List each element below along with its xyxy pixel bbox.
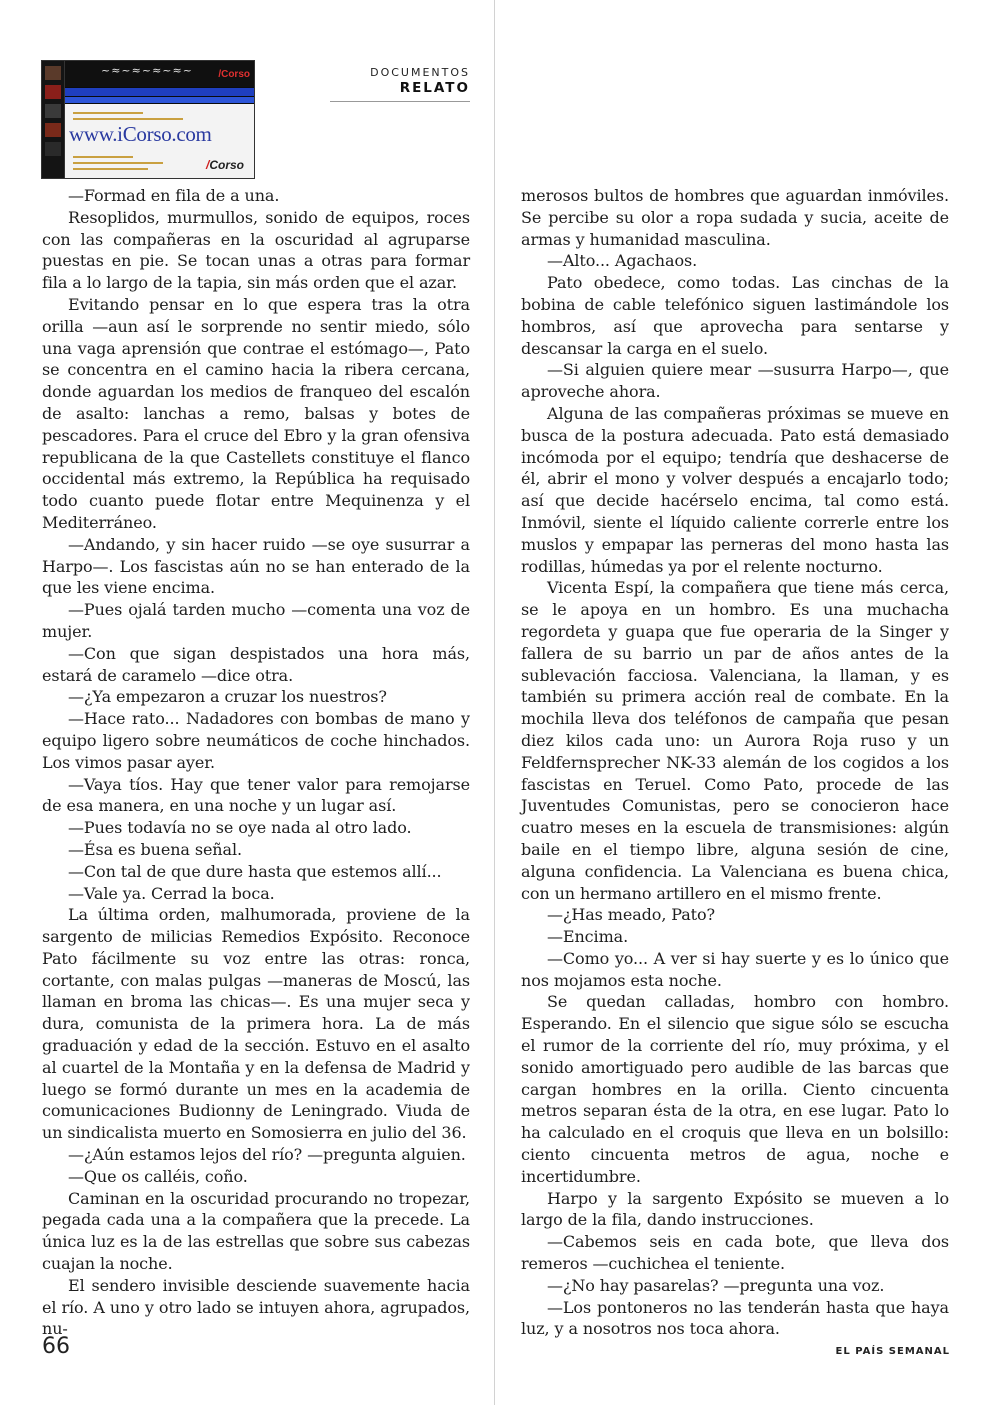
header-rule: [330, 101, 470, 102]
paragraph: merosos bultos de hombres que aguardan inmóviles. Se percibe su olor a ropa sudada y sucia, aceite de armas y humanidad masculina.: [521, 186, 949, 249]
paragraph: Alguna de las compañeras próximas se mueve en busca de la postura adecuada. Pato está demasiado incómoda por el equipo; tendría que deshacerse de él, abrir el mono y volver después a encajarlo todo; así que decide hacérselo encima, tal como está. Inmóvil, siente el líquido caliente correrle entre los muslos y empapar las perneras del mono hasta las rodillas, húmedas ya por el relente nocturno.: [521, 403, 949, 576]
paragraph: El sendero invisible desciende suavemente hacia el río. A uno y otro lado se intuyen ahora, agrupados, nu-: [42, 1275, 470, 1339]
paragraph: Resoplidos, murmullos, sonido de equipos, roces con las compañeras en la oscuridad al agruparse puestas en pie. Se tocan unas a otras para formar fila a lo largo de la tapia, sin más orden que el azar.: [42, 207, 470, 293]
paragraph: —Si alguien quiere mear —susurra Harpo—, que aproveche ahora.: [521, 360, 949, 402]
thumbnail-corso-logo-small: /Corso: [218, 69, 250, 80]
section-label: DOCUMENTOS: [370, 66, 470, 79]
right-column: [521, 185, 949, 1340]
subsection-label: RELATO: [399, 80, 470, 96]
paragraph: —Vale ya. Cerrad la boca.: [68, 883, 275, 903]
thumbnail-url: www.iCorso.com: [69, 122, 212, 146]
paragraph: —Encima.: [547, 927, 629, 947]
paragraph: Se quedan calladas, hombro con hombro. Esperando. En el silencio que sigue sólo se escucha el rumor de la corriente del río, muy próxima, y el sonido amortiguado pero audible de las barcas que cargan hombres en la orilla. Ciento cincuenta metros separan ésta de la otra, en ese lugar. Pato lo ha calculado en el croquis que lleva en un bolsillo: ciento cincuenta metros de agua, noche e incertidumbre.: [521, 992, 949, 1186]
paragraph: —¿No hay pasarelas? —pregunta una voz.: [547, 1275, 885, 1295]
paragraph: —Que os calléis, coño.: [68, 1166, 248, 1186]
left-column: [42, 185, 470, 1340]
paragraph: —Ésa es buena señal.: [68, 839, 242, 859]
thumbnail-nav-bar: [65, 88, 254, 96]
thumbnail-subnav-bar: [65, 97, 254, 103]
paragraph: —Vaya tíos. Hay que tener valor para remojarse de esa manera, en una noche y un lugar así.: [42, 774, 470, 816]
publication-name: EL PAÍS SEMANAL: [835, 1346, 950, 1357]
paragraph: Caminan en la oscuridad procurando no tropezar, pegada cada una a la compañera que la precede. La única luz es la de las estrellas que sobre sus cabezas cuajan la noche.: [42, 1188, 470, 1274]
paragraph: —¿Ya empezaron a cruzar los nuestros?: [68, 687, 387, 707]
thumbnail-sidebar: [42, 61, 65, 178]
paragraph: —Alto... Agachaos.: [547, 251, 698, 271]
paragraph: Evitando pensar en lo que espera tras la otra orilla —aun así le sorprende no sentir miedo, sólo una vaga aprensión que contrae el estómago—, Pato se concentra en el camino hacia la ribera cercana, donde aguardan los medios de franqueo del escalón de asalto: lanchas a remo, balsas y botes de pescadores. Para el cruce del Ebro y la gran ofensiva republicana de la que Castellets constituye el flanco occidental más extremo, la República ha requisado todo cuanto puede flotar entre Mequinenza y el Mediterráneo.: [42, 294, 470, 532]
paragraph: —¿Has meado, Pato?: [547, 905, 716, 925]
paragraph: Harpo y la sargento Expósito se mueven a lo largo de la fila, dando instrucciones.: [521, 1188, 949, 1230]
column-gutter-line: [494, 0, 495, 1405]
paragraph: —Hace rato... Nadadores con bombas de mano y equipo ligero sobre neumáticos de coche hinchados. Los vimos pasar ayer.: [42, 709, 470, 772]
thumbnail-corso-logo: /Corso: [205, 158, 244, 172]
paragraph: —Con que sigan despistados una hora más, estará de caramelo —dice otra.: [42, 643, 470, 685]
paragraph: —Como yo... A ver si hay suerte y es lo único que nos mojamos esta noche.: [521, 948, 949, 990]
paragraph: —Pues todavía no se oye nada al otro lado.: [68, 818, 412, 838]
paragraph: —Andando, y sin hacer ruido —se oye susurrar a Harpo—. Los fascistas aún no se han enterado de la que les viene encima.: [42, 534, 470, 598]
paragraph: —Cabemos seis en cada bote, que lleva dos remeros —cuchichea el teniente.: [521, 1232, 949, 1274]
paragraph: —¿Aún estamos lejos del río? —pregunta alguien.: [68, 1145, 466, 1165]
website-thumbnail: [41, 60, 255, 179]
thumbnail-banner-script: ~≈~≈~≈~≈~: [101, 64, 193, 77]
paragraph: —Formad en fila de a una.: [68, 186, 280, 205]
paragraph: La última orden, malhumorada, proviene de la sargento de milicias Remedios Expósito. Reconoce Pato fácilmente su voz entre las otras: ronca, cortante, con malas pulgas —maneras de Moscú, las llaman en broma las chicas—. Es una mujer seca y dura, comunista de la primera hora. La de más graduación y edad de la sección. Estuvo en el asalto al cuartel de la Montaña y en la defensa de Madrid y luego se formó durante un mes en la academia de comunicaciones Budionny de Leningrado. Viuda de un sindicalista muerto en Somosierra en julio del 36.: [42, 905, 470, 1143]
page-number: 66: [42, 1334, 70, 1359]
paragraph: —Con tal de que dure hasta que estemos allí...: [68, 861, 442, 881]
paragraph: Vicenta Espí, la compañera que tiene más cerca, se le apoya en un hombro. Es una muchacha regordeta y guapa que fue operaria de la Singer y fallera de su barrio un par de años antes de la sublevación facciosa. Valenciana, la llaman, y es también su primera acción real de combate. En la mochila lleva dos teléfonos de campaña que pesan diez kilos cada uno: un Aurora Roja ruso y un Feldfernsprecher NK-33 alemán de los cogidos a los fascistas en Teruel. Como Pato, procede de las Juventudes Comunistas, pero se conocieron hace cuatro meses en la escuela de transmisiones: algún baile en el tiempo libre, alguna sesión de cine, alguna confidencia. La Valenciana es buena chica, con un hermano artillero en el mismo frente.: [521, 578, 949, 903]
paragraph: —Los pontoneros no las tenderán hasta que haya luz, y a nosotros nos toca ahora.: [521, 1297, 949, 1339]
paragraph: —Pues ojalá tarden mucho —comenta una voz de mujer.: [42, 600, 470, 641]
paragraph: Pato obedece, como todas. Las cinchas de la bobina de cable telefónico siguen lastimándole los hombros, así que aprovecha para sentarse y descansar la carga en el suelo.: [521, 273, 949, 358]
thumbnail-banner: [65, 61, 254, 87]
